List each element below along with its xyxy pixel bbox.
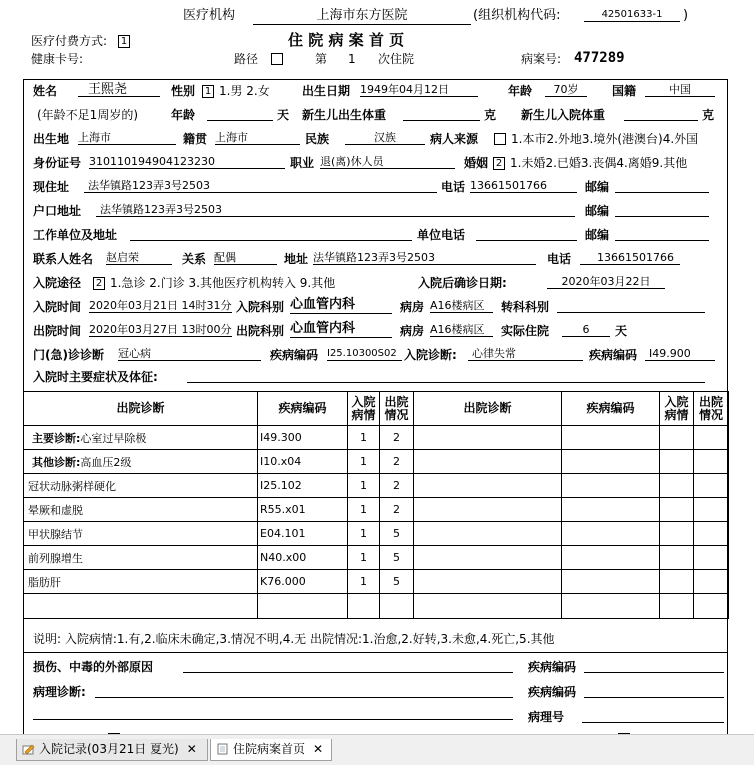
- hukou-field[interactable]: 法华镇路123弄3号2503: [96, 203, 575, 217]
- case-no-label: 病案号:: [521, 52, 562, 66]
- op-code-field[interactable]: I25.10300S02: [327, 347, 402, 361]
- ward-label-2: 病房: [400, 324, 425, 338]
- path-label: 路径: [234, 52, 259, 66]
- age-field[interactable]: 70岁: [545, 83, 587, 97]
- col-header: [348, 392, 380, 426]
- org-code-field[interactable]: 42501633-1: [584, 8, 680, 22]
- page-title: 住 院 病 案 首 页: [288, 31, 405, 49]
- birth-label: 出生日期: [302, 84, 351, 98]
- confirm-date-field[interactable]: 2020年03月22日: [547, 275, 665, 289]
- col-header-line: 入院: [664, 394, 689, 409]
- col-header: 出院诊断: [414, 392, 562, 426]
- discharge-status-cell[interactable]: 2: [380, 498, 414, 522]
- source-options: 1.本市2.外地3.境外(港澳台)4.外国: [511, 132, 699, 146]
- empty-cell[interactable]: [414, 546, 562, 570]
- stay-label: 实际住院: [501, 324, 550, 338]
- nationality-label: 国籍: [612, 84, 637, 98]
- birthplace-label: 出生地: [33, 132, 70, 146]
- empty-cell[interactable]: [562, 426, 660, 450]
- empty-cell[interactable]: [414, 426, 562, 450]
- address-label: 现住址: [33, 180, 70, 194]
- col-header-line: 入院: [351, 394, 376, 409]
- zip-field[interactable]: [615, 179, 709, 193]
- empty-cell[interactable]: [694, 450, 729, 474]
- table-row[interactable]: [24, 570, 729, 594]
- sex-options: 1.男 2.女: [219, 84, 270, 98]
- zip-label-2: 邮编: [585, 204, 610, 218]
- diagnosis-name-cell[interactable]: [24, 594, 258, 619]
- org-code-label: (组织机构代码:: [473, 8, 561, 23]
- diagnosis-name: 高血压2级: [80, 455, 132, 469]
- table-header-row: [24, 392, 729, 426]
- empty-cell[interactable]: [660, 498, 694, 522]
- empty-cell[interactable]: [660, 570, 694, 594]
- col-header: [380, 392, 414, 426]
- diagnosis-prefix: 主要诊断:: [32, 431, 81, 445]
- admit-condition-cell[interactable]: 1: [348, 474, 380, 498]
- contact-addr-field[interactable]: 法华镇路123弄3号2503: [313, 251, 536, 265]
- diagnosis-name-cell[interactable]: [24, 498, 258, 522]
- document-tab-bar: [0, 734, 754, 765]
- empty-cell[interactable]: [562, 570, 660, 594]
- ward-label: 病房: [400, 300, 425, 314]
- diagnosis-code-cell[interactable]: I25.102: [258, 474, 348, 498]
- discharge-status-cell[interactable]: 5: [380, 546, 414, 570]
- diagnosis-name: 冠状动脉粥样硬化: [28, 479, 116, 493]
- ethnic-field[interactable]: 汉族: [345, 131, 425, 145]
- phone-label: 电话: [441, 180, 466, 194]
- admit-time-field[interactable]: 2020年03月21日 14时31分: [89, 299, 232, 312]
- ward-field[interactable]: A16楼病区: [430, 299, 493, 313]
- work-label: 工作单位及地址: [33, 228, 118, 242]
- work-field[interactable]: [130, 227, 412, 241]
- admit-count-prefix: 第: [315, 52, 328, 66]
- address-field[interactable]: 法华镇路123弄3号2503: [84, 179, 437, 193]
- day-unit: 天: [277, 108, 290, 122]
- injury-code-field[interactable]: [584, 659, 724, 673]
- empty-cell[interactable]: [562, 474, 660, 498]
- stay-days-field[interactable]: 6: [562, 323, 610, 337]
- job-field[interactable]: 退(离)休人员: [320, 155, 455, 169]
- empty-cell[interactable]: [562, 498, 660, 522]
- nationality-field[interactable]: 中国: [645, 83, 715, 97]
- admit-condition-cell[interactable]: 1: [348, 522, 380, 546]
- diagnosis-name: 甲状腺结节: [28, 527, 83, 541]
- admit-condition-cell[interactable]: 1: [348, 546, 380, 570]
- work-phone-label: 单位电话: [417, 228, 466, 242]
- tab-label: 住院病案首页: [233, 742, 306, 756]
- admit-count-suffix: 次住院: [378, 52, 415, 66]
- diagnosis-code-cell[interactable]: K76.000: [258, 570, 348, 594]
- contact-addr-label: 地址: [284, 252, 309, 266]
- native-field[interactable]: 上海市: [215, 131, 300, 145]
- tab-admission-record[interactable]: [16, 739, 208, 761]
- infant-note: (年龄不足1周岁的): [37, 108, 138, 122]
- col-header: 出院诊断: [24, 392, 258, 426]
- name-label: 姓名: [33, 84, 58, 98]
- route-box[interactable]: 2: [93, 276, 105, 290]
- path-code-field[interactable]: [584, 684, 724, 698]
- discharge-diagnosis-table: [23, 391, 729, 619]
- sex-box[interactable]: 1: [202, 84, 214, 98]
- diagnosis-code-cell[interactable]: [258, 594, 348, 619]
- path-no-label: 病理号: [528, 710, 565, 724]
- col-header-line: 出院: [384, 394, 409, 409]
- gram-unit: 克: [484, 108, 497, 122]
- path-diag-field[interactable]: [95, 684, 513, 698]
- empty-cell[interactable]: [414, 450, 562, 474]
- empty-cell[interactable]: [660, 474, 694, 498]
- zip-label: 邮编: [585, 180, 610, 194]
- divider: [23, 652, 728, 653]
- empty-cell[interactable]: [694, 474, 729, 498]
- hukou-label: 户口地址: [33, 204, 82, 218]
- diagnosis-code-cell[interactable]: R55.x01: [258, 498, 348, 522]
- table-row[interactable]: [24, 522, 729, 546]
- diagnosis-code-cell[interactable]: I49.300: [258, 426, 348, 450]
- injury-field[interactable]: [183, 659, 513, 673]
- admit-code-label: 疾病编码: [589, 348, 638, 362]
- empty-cell[interactable]: [660, 450, 694, 474]
- zip-field-3[interactable]: [615, 227, 709, 241]
- tab-label: 入院记录(03月21日 夏光): [39, 742, 179, 756]
- route-options: 1.急诊 2.门诊 3.其他医疗机构转入 9.其他: [110, 276, 336, 290]
- infant-age-field[interactable]: [207, 107, 273, 121]
- sex-label: 性别: [171, 84, 196, 98]
- ward-field-2[interactable]: A16楼病区: [430, 323, 493, 337]
- empty-cell[interactable]: [660, 522, 694, 546]
- admit-code-field[interactable]: I49.900: [645, 347, 715, 361]
- admit-diag-field[interactable]: 心律失常: [468, 347, 583, 361]
- contact-field[interactable]: 赵启荣: [106, 251, 172, 265]
- stay-unit: 天: [615, 324, 628, 338]
- close-icon[interactable]: ✕: [186, 742, 197, 756]
- phone-field[interactable]: 13661501766: [470, 179, 577, 193]
- admit-dept-field[interactable]: 心血管内科: [290, 298, 392, 314]
- route-label: 入院途径: [33, 276, 82, 290]
- diagnosis-name-cell[interactable]: [24, 450, 258, 474]
- diagnosis-name: 心室过早除极: [80, 431, 147, 445]
- col-header: 疾病编码: [258, 392, 348, 426]
- newborn-admit-weight-field[interactable]: [624, 107, 698, 121]
- pen-document-icon: [22, 743, 35, 755]
- col-header: [660, 392, 694, 426]
- col-header-line: 情况: [384, 407, 409, 422]
- admit-condition-cell[interactable]: 1: [348, 450, 380, 474]
- path-checkbox[interactable]: [271, 53, 283, 65]
- path-diag-field-2[interactable]: [33, 706, 513, 720]
- col-header-line: 病情: [351, 407, 376, 422]
- empty-cell[interactable]: [414, 522, 562, 546]
- op-diag-label: 门(急)诊诊断: [33, 348, 104, 362]
- discharge-dept-label: 出院科别: [236, 324, 285, 338]
- contact-phone-label: 电话: [547, 252, 572, 266]
- discharge-time-field[interactable]: 2020年03月27日 13时00分: [89, 323, 232, 336]
- table-row[interactable]: [24, 450, 729, 474]
- symptom-field[interactable]: [187, 369, 705, 383]
- discharge-status-cell[interactable]: 5: [380, 570, 414, 594]
- op-code-label: 疾病编码: [270, 348, 319, 362]
- job-label: 职业: [290, 156, 315, 170]
- pay-method-box[interactable]: 1: [118, 34, 130, 48]
- document-icon: [216, 743, 229, 755]
- diagnosis-code-cell[interactable]: E04.101: [258, 522, 348, 546]
- transfer-label: 转科科别: [501, 300, 550, 314]
- symptom-label: 入院时主要症状及体征:: [33, 370, 158, 384]
- contact-label: 联系人姓名: [33, 252, 94, 266]
- source-checkbox[interactable]: [494, 133, 506, 145]
- birth-field[interactable]: 1949年04月12日: [360, 83, 478, 97]
- admit-time-label: 入院时间: [33, 300, 82, 314]
- source-label: 病人来源: [430, 132, 479, 146]
- empty-cell[interactable]: [694, 570, 729, 594]
- diagnosis-name-cell[interactable]: [24, 474, 258, 498]
- path-code-label: 疾病编码: [528, 685, 577, 699]
- birthplace-field[interactable]: 上海市: [78, 131, 176, 145]
- op-diag-field[interactable]: 冠心病: [118, 347, 261, 361]
- injury-label: 损伤、中毒的外部原因: [33, 660, 154, 674]
- diagnosis-name-cell[interactable]: [24, 546, 258, 570]
- discharge-status-cell[interactable]: 5: [380, 522, 414, 546]
- col-header: [694, 392, 729, 426]
- marriage-options: 1.未婚2.已婚3.丧偶4.离婚9.其他: [510, 156, 688, 170]
- empty-cell[interactable]: [694, 594, 729, 619]
- empty-cell[interactable]: [414, 570, 562, 594]
- empty-cell[interactable]: [414, 474, 562, 498]
- gram-unit-2: 克: [702, 108, 715, 122]
- empty-cell[interactable]: [694, 498, 729, 522]
- col-header-line: 病情: [664, 407, 689, 422]
- discharge-time-label: 出院时间: [33, 324, 82, 338]
- health-card-label: 健康卡号:: [31, 52, 84, 66]
- diagnosis-prefix: 其他诊断:: [32, 455, 81, 469]
- empty-cell[interactable]: [414, 594, 562, 619]
- zip-label-3: 邮编: [585, 228, 610, 242]
- age-label: 年龄: [508, 84, 533, 98]
- empty-cell[interactable]: [562, 450, 660, 474]
- diagnosis-code-cell[interactable]: I10.x04: [258, 450, 348, 474]
- admit-condition-cell[interactable]: 1: [348, 426, 380, 450]
- relation-field[interactable]: 配偶: [214, 251, 277, 265]
- empty-cell[interactable]: [562, 546, 660, 570]
- diagnosis-name-cell[interactable]: [24, 426, 258, 450]
- diagnosis-name: 脂肪肝: [28, 575, 61, 589]
- marriage-label: 婚姻: [464, 156, 489, 170]
- transfer-field[interactable]: [557, 299, 705, 313]
- empty-cell[interactable]: [660, 426, 694, 450]
- injury-code-label: 疾病编码: [528, 660, 577, 674]
- path-no-field[interactable]: [582, 709, 724, 723]
- table-row[interactable]: [24, 594, 729, 619]
- confirm-date-label: 入院后确诊日期:: [418, 276, 507, 290]
- admit-count[interactable]: 1: [348, 52, 356, 66]
- discharge-status-cell[interactable]: 2: [380, 450, 414, 474]
- empty-cell[interactable]: [414, 498, 562, 522]
- empty-cell[interactable]: [694, 426, 729, 450]
- empty-cell[interactable]: [562, 522, 660, 546]
- diagnosis-name-cell[interactable]: [24, 522, 258, 546]
- col-header: 疾病编码: [562, 392, 660, 426]
- ethnic-label: 民族: [305, 132, 330, 146]
- path-diag-label: 病理诊断:: [33, 685, 86, 699]
- org-name-field[interactable]: 上海市东方医院: [253, 8, 471, 25]
- infant-age-label: 年龄: [171, 108, 196, 122]
- native-label: 籍贯: [183, 132, 208, 146]
- empty-cell[interactable]: [660, 546, 694, 570]
- admit-condition-cell[interactable]: [348, 594, 380, 619]
- name-field[interactable]: 王熙尧: [78, 83, 160, 97]
- discharge-dept-field[interactable]: 心血管内科: [290, 322, 392, 338]
- admit-condition-cell[interactable]: 1: [348, 498, 380, 522]
- col-header-line: 情况: [698, 407, 723, 422]
- legend-note: 说明: 入院病情:1.有,2.临床未确定,3.情况不明,4.无 出院情况:1.治愈,2.好转,3.未愈,4.死亡,5.其他: [33, 632, 555, 646]
- newborn-admit-weight-label: 新生儿入院体重: [521, 108, 606, 122]
- discharge-status-cell[interactable]: 2: [380, 474, 414, 498]
- table-row[interactable]: [24, 498, 729, 522]
- close-icon[interactable]: ✕: [313, 742, 324, 756]
- newborn-birth-weight-field[interactable]: [403, 107, 480, 121]
- org-label: 医疗机构: [183, 8, 236, 23]
- diagnosis-code-cell[interactable]: N40.x00: [258, 546, 348, 570]
- discharge-status-cell[interactable]: 2: [380, 426, 414, 450]
- empty-cell[interactable]: [660, 594, 694, 619]
- relation-label: 关系: [182, 252, 207, 266]
- admit-dept-label: 入院科别: [236, 300, 285, 314]
- id-label: 身份证号: [33, 156, 82, 170]
- table-row[interactable]: [24, 546, 729, 570]
- zip-field-2[interactable]: [615, 203, 709, 217]
- contact-phone-field[interactable]: 13661501766: [580, 251, 680, 265]
- admit-condition-cell[interactable]: 1: [348, 570, 380, 594]
- discharge-status-cell[interactable]: [380, 594, 414, 619]
- empty-cell[interactable]: [694, 546, 729, 570]
- diagnosis-name: 晕厥和虚脱: [28, 503, 83, 517]
- empty-cell[interactable]: [562, 594, 660, 619]
- table-row[interactable]: [24, 474, 729, 498]
- org-code-close: ): [683, 8, 689, 23]
- id-field[interactable]: 310110194904123230: [89, 155, 285, 169]
- newborn-birth-weight-label: 新生儿出生体重: [302, 108, 387, 122]
- work-phone-field[interactable]: [476, 227, 577, 241]
- marriage-box[interactable]: 2: [493, 156, 505, 170]
- case-no: 477289: [574, 50, 625, 66]
- admit-diag-label: 入院诊断:: [404, 348, 457, 362]
- diagnosis-name-cell[interactable]: [24, 570, 258, 594]
- tab-medical-record-front-page[interactable]: [210, 739, 332, 761]
- empty-cell[interactable]: [694, 522, 729, 546]
- diagnosis-name: 前列腺增生: [28, 551, 83, 565]
- col-header-line: 出院: [698, 394, 723, 409]
- pay-method-label: 医疗付费方式:: [31, 34, 108, 48]
- table-row[interactable]: [24, 426, 729, 450]
